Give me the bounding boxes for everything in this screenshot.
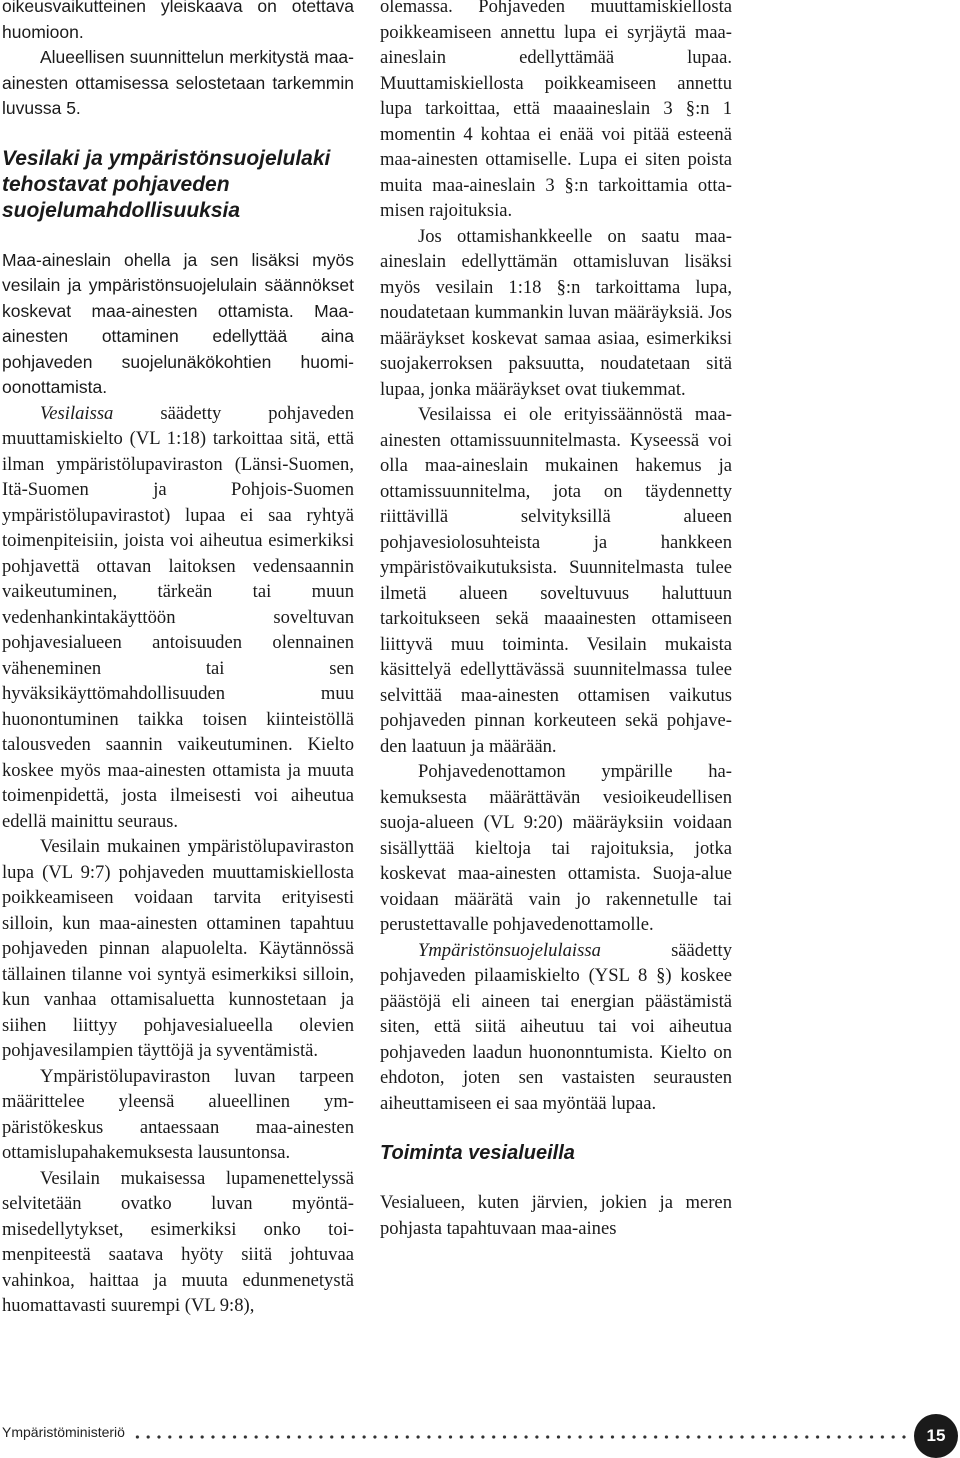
paragraph: oikeusvaikutteinen yleiskaava on otettava huomioon. [2,0,354,42]
paragraph: Ympäristölupaviraston luvan tarpeen määrittelee yleensä alueellinen ympäristökeskus antaessaan maa-ainesten ottamislupahakemuksesta lausuntonsa. [2,1065,354,1163]
page-number-badge: 15 [914,1414,958,1458]
paragraph: Maa-aineslain ohella ja sen lisäksi myös vesilain ja ympäristönsuojelulain säännökset koskevat maa-ainesten ottamista. Maa-ainesten ottaminen edellyttää aina pohjaveden suojelunäkökohtien huomioonottamista. [2,249,354,397]
paragraph [380,938,732,1117]
paragraph-text: säädetty pohjaveden pilaamiskielto (YSL 8 §) koskee päästöjä eli aineen tai energian päästämistä siten, että siitä aiheutuu tai voi aiheutua pohjaveden laadun huononntumista. Kielto on ehdoton, joten sen vastaisten seurausten aiheuttamiseen ei saa myöntää lupaa. [380,939,732,1114]
section-heading: Toiminta vesialueilla [380,1142,575,1164]
paragraph: Vesialueen, kuten järvien, jokien ja meren pohjasta tapahtuvaan maa-aines [380,1192,732,1239]
paragraph-text: säädetty pohjaveden muuttamiskielto (VL 1:18) tarkoittaa sitä, että ilman ympäristölupaviraston (Länsi-Suomen, Itä-Suomen ja Pohjois-Suomen ympäristölupavirastot) lupaa ei saa ryhtyä toimenpiteisiin, joista voi aiheutua esimerkiksi pohjavettä ottavan laitoksen vedensaannin vaikeutuminen, tärkeän tai muun vedenhankintakäyttöön soveltuvan pohjavesialueen antoisuuden olennainen väheneminen tai sen hyväksikäyttömahdollisuuden muu huonontuminen taikka toisen kiinteistöllä talousveden saannin vaikeutuminen. Kielto koskee myös maa-ainesten ottamista ja muuta toimenpidettä, josta ilmeisesti voi aiheutua edellä mainittu seuraus. [2,402,354,832]
paragraph [2,401,354,835]
left-column [2,0,354,1319]
paragraph: Vesilain mukaisessa lupamenettelyssä selvitetään ovatko luvan myöntämisedellytykset, esimerkiksi onko toimenpiteestä saatava hyöty siitä johtuvaa vahinkoa, haittaa ja muuta edunmenetystä huomattavasti suurempi (VL 9:8), [2,1167,354,1316]
emphasis: Vesilaissa [40,402,114,424]
paragraph: Jos ottamishankkeelle on saatu maa-aineslain edellyttämän ottamisluvan lisäksi myös vesilain 1:18 §:n tarkoittama lupa, noudatetaan kummankin luvan määräyksiä. Jos määräykset koskevat samaa asiaa, esimerkiksi suojakerroksen paksuutta, noudatetaan sitä lupaa, jonka määräykset ovat tiukemmat. [380,225,732,400]
page-footer [0,1414,960,1458]
publisher-name: Ympäristöministeriö [2,1424,125,1440]
paragraph: olemassa. Pohjaveden muuttamiskiellosta poikkeamiseen annettu lupa ei syrjäytä maa-aineslain edellyttämää lupaa. Muuttamiskiellosta poikkeamiseen annettu lupa tarkoittaa, että maaaineslain 3 §:n 1 momentin 4 kohtaa ei enää voi pitää esteenä maa-ainesten ottamiselle. Lupa ei siten poista muita maa-aineslain 3 §:n tarkoittamia ottamisen rajoituksia. [380,0,732,221]
paragraph: Vesilaissa ei ole erityissäännöstä maa-ainesten ottamissuunnitelmasta. Kyseessä voi olla maa-aineslain mukainen hakemus ja ottamissuunnitelma, jota on täydennetty riittävillä selvityksillä alueen pohjavesiolosuhteista ja hankkeen ympäristövaikutuksista. Suunnitelmasta tulee ilmetä alueen soveltuvuus haluttuun tarkoitukseen sekä maaainesten ottamiseen liittyvä muu toiminta. Vesilain mukaista käsittelyä edellyttävässä suunnitelmassa tulee selvittää maa-ainesten ottamisen vaikutus pohjaveden pinnan korkeuteen sekä pohjaveden laatuun ja määrään. [380,404,732,757]
section-heading: Vesilaki ja ympäristönsuojelulaki tehostavat pohjaveden suojelumahdollisuuksia [2,146,331,222]
paragraph: Alueellisen suunnittelun merkitystä maa-ainesten ottamisessa selostetaan tarkemmin luvussa 5. [2,47,354,118]
right-column [380,0,732,1241]
paragraph: Pohjavedenottamon ympärille hakemuksesta määrättävän vesioikeudellisen suoja-alueen (VL 9:20) määräyksiin voidaan sisällyttää kieltoja tai rajoituksia, jotka koskevat maa-ainesten ottamista. Suoja-alue voidaan määrätä vain jo rakennetulle tai perustettavalle pohjavedenottamolle. [380,761,732,935]
paragraph: Vesilain mukainen ympäristölupaviraston lupa (VL 9:7) pohjaveden muuttamiskiellosta poikkeamiseen voidaan tarvita erityisesti silloin, kun maa-ainesten ottaminen tapahtuu pohjaveden pinnan alapuolelta. Käytännössä tällainen tilanne voi syntyä esimerkiksi silloin, kun vanhaa ottamisaluetta kunnostetaan ja siihen liittyy pohjavesialueella olevien pohjavesilampien täyttöjä ja syventämistä. [2,836,354,1061]
dotted-leader [132,1435,908,1439]
emphasis: Ympäristönsuojelulaissa [418,939,601,961]
